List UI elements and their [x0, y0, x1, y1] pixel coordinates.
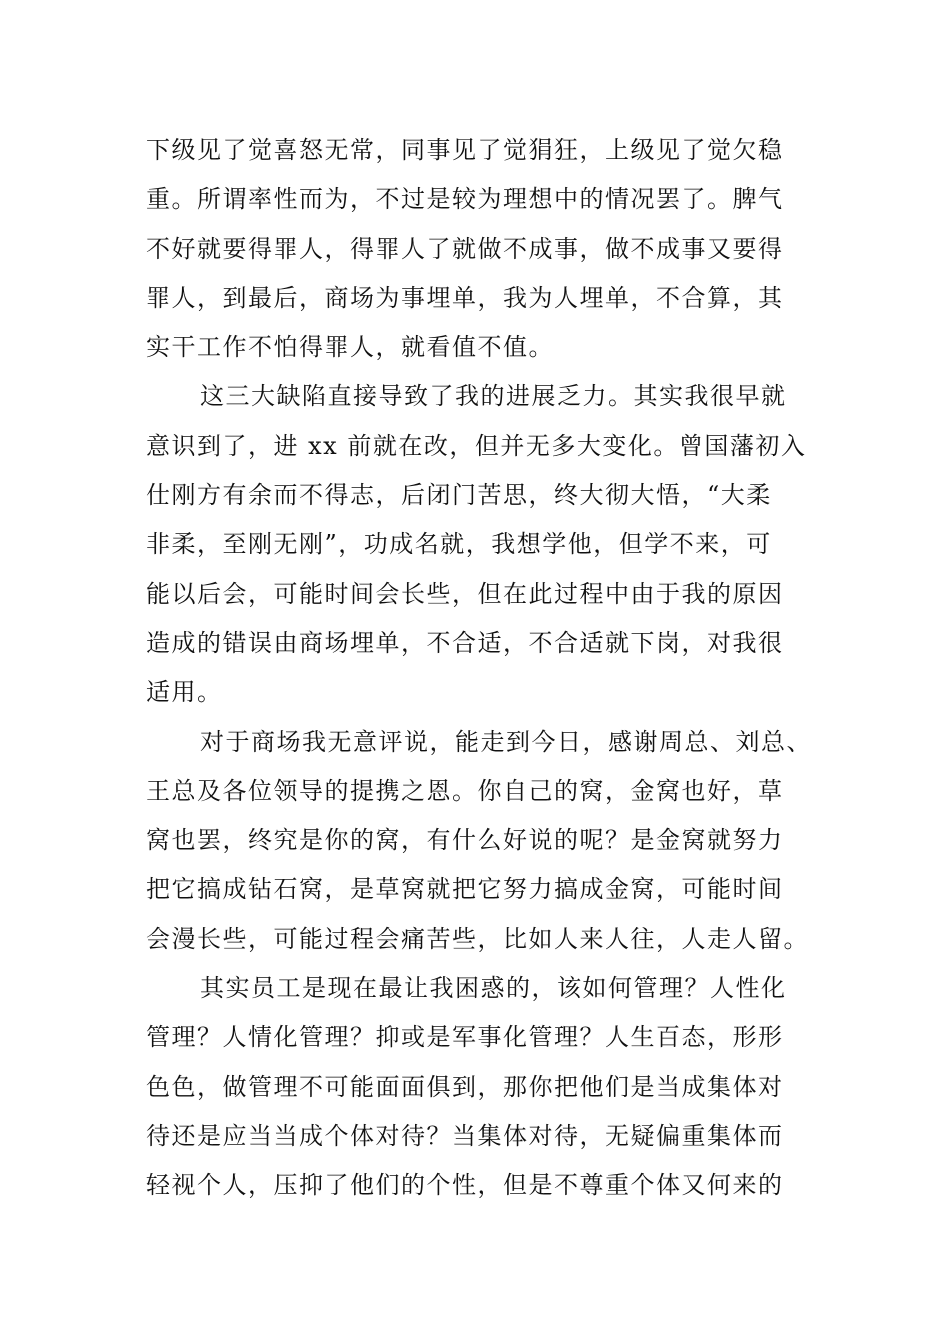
text-line: 意识到了，进 xx 前就在改，但并无多大变化。曾国藩初入 [146, 431, 807, 460]
paragraph-first-line: 这三大缺陷直接导致了我的进展乏力。其实我很早就 [200, 382, 787, 411]
text-line: 造成的错误由商场埋单，不合适，不合适就下岗，对我很 [146, 628, 784, 657]
body-text [146, 126, 846, 1211]
text-line: 非柔，至刚无刚”，功成名就，我想学他，但学不来，可 [146, 530, 772, 559]
text-line: 适用。 [146, 678, 223, 707]
text-line: 下级见了觉喜怒无常，同事见了觉狷狂，上级见了觉欠稳 [146, 136, 784, 164]
text-line: 能以后会，可能时间会长些，但在此过程中由于我的原因 [146, 579, 784, 608]
text-line: 仕刚方有余而不得志，后闭门苦思，终大彻大悟，“大柔 [146, 481, 772, 510]
text-line: 把它搞成钻石窝，是草窝就把它努力搞成金窝，可能时间 [146, 875, 784, 904]
paragraph-first-line: 对于商场我无意评说，能走到今日，感谢周总、刘总、 [200, 727, 812, 756]
text-line: 罪人，到最后，商场为事埋单，我为人埋单，不合算，其 [146, 283, 784, 312]
text-line: 王总及各位领导的提携之恩。你自己的窝，金窝也好，草 [146, 776, 784, 805]
text-line: 轻视个人，压抑了他们的个性，但是不尊重个体又何来的 [146, 1171, 784, 1200]
text-line: 不好就要得罪人，得罪人了就做不成事，做不成事又要得 [146, 234, 784, 263]
text-line: 窝也罢，终究是你的窝，有什么好说的呢？是金窝就努力 [146, 826, 784, 855]
text-line: 重。所谓率性而为，不过是较为理想中的情况罢了。脾气 [146, 185, 784, 214]
text-line: 实干工作不怕得罪人，就看值不值。 [146, 333, 554, 362]
text-line: 管理？人情化管理？抑或是军事化管理？人生百态，形形 [146, 1023, 784, 1052]
paragraph-first-line: 其实员工是现在最让我困惑的，该如何管理？人性化 [200, 974, 787, 1003]
text-line: 色色，做管理不可能面面俱到，那你把他们是当成集体对 [146, 1072, 784, 1101]
text-line: 待还是应当当成个体对待？当集体对待，无疑偏重集体而 [146, 1121, 784, 1150]
text-line: 会漫长些，可能过程会痛苦些，比如人来人往，人走人留。 [146, 924, 809, 953]
